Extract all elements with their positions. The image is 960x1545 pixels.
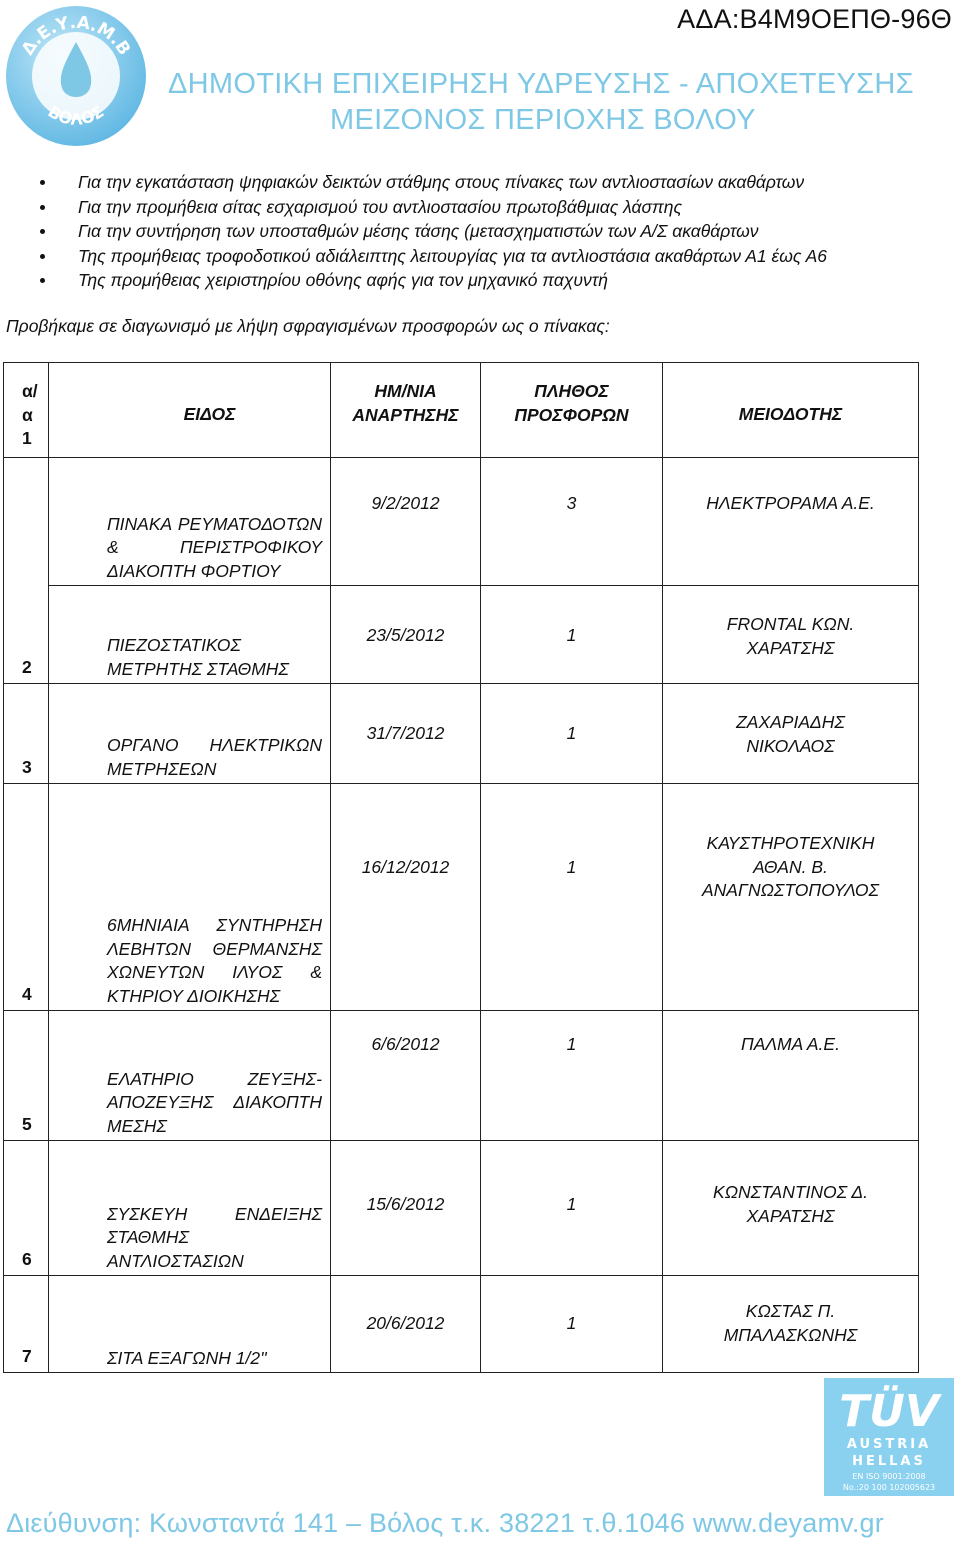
row-winner: ΚΑΥΣΤΗΡΟΤΕΧΝΙΚΗ ΑΘΑΝ. Β. ΑΝΑΓΝΩΣΤΟΠΟΥΛΟΣ	[663, 784, 919, 1011]
row-winner: ΠΑΛΜΑ Α.Ε.	[663, 1011, 919, 1141]
row-date: 9/2/2012	[331, 458, 481, 586]
bullet-dot-icon	[40, 254, 45, 259]
row-date: 23/5/2012	[331, 586, 481, 684]
table-row	[4, 784, 919, 1011]
table-header-row	[4, 363, 919, 458]
footer-address: Διεύθυνση: Κωνσταντά 141 – Βόλος τ.κ. 38221 τ.θ.1046 www.deyamv.gr	[6, 1508, 884, 1538]
row-item: ΠΙΝΑΚΑ ΡΕΥΜΑΤΟΔΟΤΩΝ & ΠΕΡΙΣΤΡΟΦΙΚΟΥ ΔΙΑΚΟΠΤΗ ΦΟΡΤΙΟΥ	[49, 458, 331, 586]
row-date: 31/7/2012	[331, 684, 481, 784]
bullet-dot-icon	[40, 180, 45, 185]
logo-text-top: Δ.Ε.Υ.Α.Μ.Β	[17, 12, 135, 60]
bullet-dot-icon	[40, 278, 45, 283]
tuv-austria-hellas-logo	[824, 1378, 954, 1496]
tuv-cert: No.:20 100 102005623	[842, 1483, 936, 1492]
row-count: 1	[481, 1141, 663, 1276]
row-count: 3	[481, 458, 663, 586]
row-number: 3	[4, 684, 49, 784]
row-item: ΣΥΣΚΕΥΗ ΕΝΔΕΙΞΗΣ ΣΤΑΘΜΗΣ ΑΝΤΛΙΟΣΤΑΣΙΩΝ	[49, 1141, 331, 1276]
row-item: ΣΙΤΑ ΕΞΑΓΩΝΗ 1/2''	[49, 1276, 331, 1373]
row-number: 4	[4, 784, 49, 1011]
header-count: ΠΛΗΘΟΣ ΠΡΟΣΦΟΡΩΝ	[481, 363, 663, 458]
row-winner: ΚΩΣΤΑΣ Π. ΜΠΑΛΑΣΚΩΝΗΣ	[663, 1276, 919, 1373]
table-row	[4, 1011, 919, 1141]
row-winner: ΚΩΝΣΤΑΝΤΙΝΟΣ Δ. ΧΑΡΑΤΣΗΣ	[663, 1141, 919, 1276]
tender-table	[3, 362, 919, 1373]
row-winner: ΖΑΧΑΡΙΑΔΗΣ ΝΙΚΟΛΑΟΣ	[663, 684, 919, 784]
org-name-line1: ΔΗΜΟΤΙΚΗ ΕΠΙΧΕΙΡΗΣΗ ΥΔΡΕΥΣΗΣ - ΑΠΟΧΕΤΕΥΣΗΣ	[168, 68, 914, 100]
row-count: 1	[481, 784, 663, 1011]
tuv-line1: AUSTRIA	[846, 1437, 932, 1452]
table-row	[4, 1141, 919, 1276]
table-row	[4, 586, 919, 684]
header-aa: α/ α 1	[4, 363, 49, 458]
bullet-item: Για την προμήθεια σίτας εσχαρισμού του αντλιοστασίου πρωτοβάθμιας λάσπης	[40, 195, 827, 220]
row-number: 2	[4, 586, 49, 684]
row-date: 15/6/2012	[331, 1141, 481, 1276]
row-item: ΕΛΑΤΗΡΙΟ ΖΕΥΞΗΣ- ΑΠΟΖΕΥΞΗΣ ΔΙΑΚΟΠΤΗ ΜΕΣΗΣ	[49, 1011, 331, 1141]
row-count: 1	[481, 1011, 663, 1141]
row-count: 1	[481, 684, 663, 784]
header-winner: ΜΕΙΟΔΟΤΗΣ	[663, 363, 919, 458]
row-count: 1	[481, 1276, 663, 1373]
tuv-line2: HELLAS	[852, 1454, 926, 1469]
table-row	[4, 1276, 919, 1373]
tuv-brand: TÜV	[839, 1386, 939, 1437]
bullet-dot-icon	[40, 205, 45, 210]
bullet-dot-icon	[40, 229, 45, 234]
tuv-iso: EN ISO 9001:2008	[852, 1472, 926, 1481]
row-count: 1	[481, 586, 663, 684]
org-name-line2: ΜΕΙΖΟΝΟΣ ΠΕΡΙΟΧΗΣ ΒΟΛΟΥ	[330, 104, 756, 136]
row-number: 6	[4, 1141, 49, 1276]
logo-text-bottom: ΒΟΛΟΣ	[44, 101, 108, 129]
deyamv-logo	[2, 2, 150, 150]
row-item: 6ΜΗΝΙΑΙΑ ΣΥΝΤΗΡΗΣΗ ΛΕΒΗΤΩΝ ΘΕΡΜΑΝΣΗΣ ΧΩΝΕΥΤΩΝ ΙΛΥΟΣ & ΚΤΗΡΙΟΥ ΔΙΟΙΚΗΣΗΣ	[49, 784, 331, 1011]
row-winner: ΗΛΕΚΤΡΟΡΑΜΑ Α.Ε.	[663, 458, 919, 586]
row-date: 20/6/2012	[331, 1276, 481, 1373]
row-number: 5	[4, 1011, 49, 1141]
bullet-item: Της προμήθειας τροφοδοτικού αδιάλειπτης λειτουργίας για τα αντλιοστάσια ακαθάρτων Α1 έως Α6	[40, 244, 827, 269]
row-number	[4, 458, 49, 586]
bullet-item: Της προμήθειας χειριστηρίου οθόνης αφής για τον μηχανικό παχυντή	[40, 268, 827, 293]
bullet-list	[40, 170, 827, 293]
row-date: 16/12/2012	[331, 784, 481, 1011]
row-winner: FRONTAL ΚΩΝ. ΧΑΡΑΤΣΗΣ	[663, 586, 919, 684]
row-item: ΠΙΕΖΟΣΤΑΤΙΚΟΣ ΜΕΤΡΗΤΗΣ ΣΤΑΘΜΗΣ	[49, 586, 331, 684]
bullet-item: Για την εγκατάσταση ψηφιακών δεικτών στάθμης στους πίνακες των αντλιοστασίων ακαθάρτων	[40, 170, 827, 195]
ada-code: ΑΔΑ:Β4Μ9ΟΕΠΘ-96Θ	[677, 4, 952, 34]
row-number: 7	[4, 1276, 49, 1373]
header-date: ΗΜ/ΝΙΑ ΑΝΑΡΤΗΣΗΣ	[331, 363, 481, 458]
intro-text: Προβήκαμε σε διαγωνισμό με λήψη σφραγισμένων προσφορών ως ο πίνακας:	[6, 316, 610, 336]
row-date: 6/6/2012	[331, 1011, 481, 1141]
bullet-item: Για την συντήρηση των υποσταθμών μέσης τάσης (μετασχηματιστών των Α/Σ ακαθάρτων	[40, 219, 827, 244]
row-item: ΟΡΓΑΝΟ ΗΛΕΚΤΡΙΚΩΝ ΜΕΤΡΗΣΕΩΝ	[49, 684, 331, 784]
table-row	[4, 458, 919, 586]
header-item: ΕΙΔΟΣ	[49, 363, 331, 458]
table-row	[4, 684, 919, 784]
